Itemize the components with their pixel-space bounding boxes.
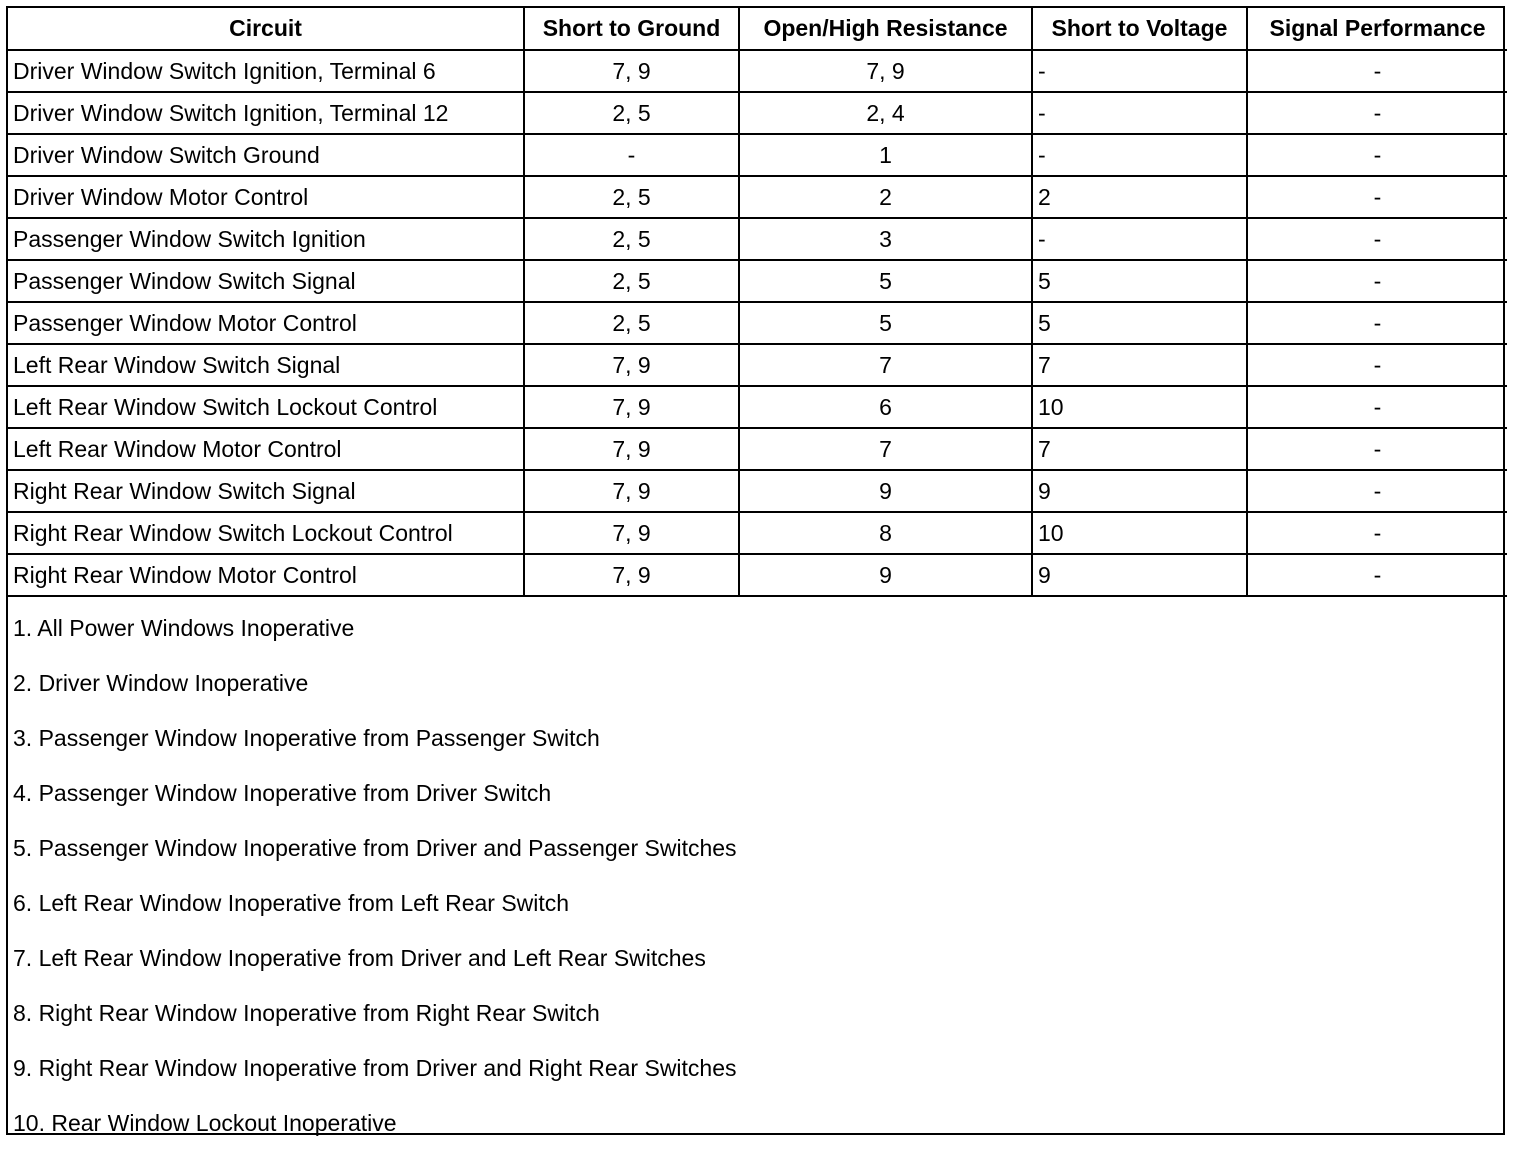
- diagnostic-table-sheet: [6, 6, 1505, 1135]
- cell-open-high-resistance: 3: [739, 218, 1032, 260]
- cell-short-to-voltage: 10: [1032, 512, 1247, 554]
- table-row: [8, 512, 1507, 554]
- cell-circuit: Passenger Window Motor Control: [8, 302, 524, 344]
- table-row: [8, 176, 1507, 218]
- cell-short-to-voltage: 9: [1032, 554, 1247, 596]
- header-circuit: Circuit: [8, 8, 524, 50]
- cell-short-to-voltage: 7: [1032, 428, 1247, 470]
- cell-signal-performance: -: [1247, 176, 1507, 218]
- header-signal-performance: Signal Performance: [1247, 8, 1507, 50]
- cell-short-to-voltage: 5: [1032, 260, 1247, 302]
- cell-open-high-resistance: 8: [739, 512, 1032, 554]
- cell-short-to-ground: 2, 5: [524, 176, 739, 218]
- cell-circuit: Right Rear Window Switch Lockout Control: [8, 512, 524, 554]
- table-body: [8, 50, 1507, 596]
- cell-short-to-ground: 7, 9: [524, 50, 739, 92]
- cell-open-high-resistance: 5: [739, 302, 1032, 344]
- header-short-to-voltage: Short to Voltage: [1032, 8, 1247, 50]
- cell-circuit: Passenger Window Switch Signal: [8, 260, 524, 302]
- cell-open-high-resistance: 6: [739, 386, 1032, 428]
- cell-circuit: Left Rear Window Switch Lockout Control: [8, 386, 524, 428]
- cell-open-high-resistance: 9: [739, 470, 1032, 512]
- legend-item: 3. Passenger Window Inoperative from Passenger Switch: [13, 725, 600, 751]
- legend-item: 6. Left Rear Window Inoperative from Left Rear Switch: [13, 890, 570, 916]
- header-short-to-ground: Short to Ground: [524, 8, 739, 50]
- legend-item: 1. All Power Windows Inoperative: [13, 615, 355, 641]
- cell-circuit: Passenger Window Switch Ignition: [8, 218, 524, 260]
- cell-open-high-resistance: 7: [739, 344, 1032, 386]
- cell-open-high-resistance: 7, 9: [739, 50, 1032, 92]
- cell-signal-performance: -: [1247, 470, 1507, 512]
- cell-signal-performance: -: [1247, 92, 1507, 134]
- cell-circuit: Left Rear Window Motor Control: [8, 428, 524, 470]
- cell-open-high-resistance: 5: [739, 260, 1032, 302]
- cell-short-to-ground: 7, 9: [524, 470, 739, 512]
- cell-short-to-voltage: 2: [1032, 176, 1247, 218]
- legend-item: 2. Driver Window Inoperative: [13, 670, 309, 696]
- table-row: [8, 260, 1507, 302]
- header-row: [8, 8, 1507, 50]
- table-row: [8, 344, 1507, 386]
- table-row: [8, 92, 1507, 134]
- table-row: [8, 470, 1507, 512]
- cell-circuit: Right Rear Window Motor Control: [8, 554, 524, 596]
- cell-open-high-resistance: 7: [739, 428, 1032, 470]
- table-row: [8, 218, 1507, 260]
- cell-open-high-resistance: 2, 4: [739, 92, 1032, 134]
- legend-item: 10. Rear Window Lockout Inoperative: [13, 1110, 397, 1136]
- cell-open-high-resistance: 9: [739, 554, 1032, 596]
- cell-short-to-ground: 2, 5: [524, 260, 739, 302]
- cell-signal-performance: -: [1247, 512, 1507, 554]
- cell-signal-performance: -: [1247, 344, 1507, 386]
- cell-circuit: Driver Window Motor Control: [8, 176, 524, 218]
- cell-short-to-ground: 7, 9: [524, 344, 739, 386]
- cell-short-to-ground: 7, 9: [524, 386, 739, 428]
- cell-short-to-voltage: 10: [1032, 386, 1247, 428]
- cell-short-to-ground: 7, 9: [524, 554, 739, 596]
- cell-circuit: Driver Window Switch Ignition, Terminal 12: [8, 92, 524, 134]
- cell-short-to-ground: 2, 5: [524, 218, 739, 260]
- cell-short-to-ground: 2, 5: [524, 92, 739, 134]
- cell-short-to-voltage: -: [1032, 218, 1247, 260]
- cell-short-to-ground: -: [524, 134, 739, 176]
- cell-circuit: Driver Window Switch Ignition, Terminal 6: [8, 50, 524, 92]
- cell-short-to-voltage: 7: [1032, 344, 1247, 386]
- cell-open-high-resistance: 1: [739, 134, 1032, 176]
- cell-short-to-voltage: 5: [1032, 302, 1247, 344]
- circuit-fault-table: [8, 8, 1507, 597]
- cell-signal-performance: -: [1247, 386, 1507, 428]
- cell-signal-performance: -: [1247, 260, 1507, 302]
- symptom-legend: [8, 597, 1503, 1151]
- cell-signal-performance: -: [1247, 302, 1507, 344]
- table-row: [8, 428, 1507, 470]
- table-row: [8, 302, 1507, 344]
- cell-open-high-resistance: 2: [739, 176, 1032, 218]
- cell-short-to-voltage: -: [1032, 92, 1247, 134]
- legend-item: 7. Left Rear Window Inoperative from Driver and Left Rear Switches: [13, 945, 706, 971]
- cell-circuit: Driver Window Switch Ground: [8, 134, 524, 176]
- cell-signal-performance: -: [1247, 134, 1507, 176]
- legend-item: 4. Passenger Window Inoperative from Driver Switch: [13, 780, 552, 806]
- cell-short-to-ground: 7, 9: [524, 512, 739, 554]
- cell-short-to-voltage: -: [1032, 50, 1247, 92]
- legend-item: 9. Right Rear Window Inoperative from Driver and Right Rear Switches: [13, 1055, 737, 1081]
- cell-short-to-voltage: -: [1032, 134, 1247, 176]
- cell-short-to-ground: 7, 9: [524, 428, 739, 470]
- cell-short-to-ground: 2, 5: [524, 302, 739, 344]
- cell-signal-performance: -: [1247, 554, 1507, 596]
- table-row: [8, 50, 1507, 92]
- cell-circuit: Left Rear Window Switch Signal: [8, 344, 524, 386]
- cell-signal-performance: -: [1247, 218, 1507, 260]
- legend-item: 5. Passenger Window Inoperative from Driver and Passenger Switches: [13, 835, 737, 861]
- cell-signal-performance: -: [1247, 50, 1507, 92]
- cell-short-to-voltage: 9: [1032, 470, 1247, 512]
- table-row: [8, 554, 1507, 596]
- legend-item: 8. Right Rear Window Inoperative from Right Rear Switch: [13, 1000, 600, 1026]
- cell-signal-performance: -: [1247, 428, 1507, 470]
- header-open-high-resistance: Open/High Resistance: [739, 8, 1032, 50]
- table-row: [8, 386, 1507, 428]
- cell-circuit: Right Rear Window Switch Signal: [8, 470, 524, 512]
- table-row: [8, 134, 1507, 176]
